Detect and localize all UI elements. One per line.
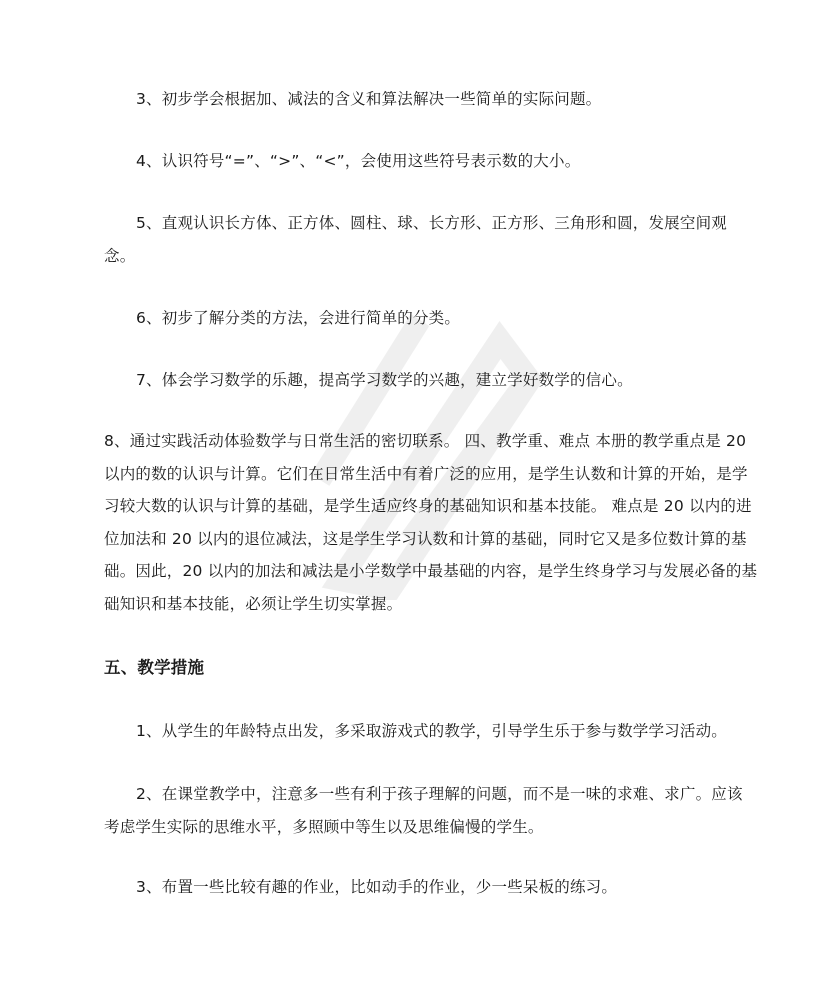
measure-item-2: 2、在课堂教学中，注意多一些有利于孩子理解的问题，而不是一味的求难、求广。应该考虑学生实际的思维水平，多照顾中等生以及思维偏慢的学生。 (104, 785, 743, 836)
section-heading-teaching-measures: 五、教学措施 (104, 658, 205, 677)
goal-item-5: 5、直观认识长方体、正方体、圆柱、球、长方形、正方形、三角形和圆，发展空间观念。 (104, 214, 727, 265)
goal-item-6: 6、初步了解分类的方法，会进行简单的分类。 (136, 309, 461, 327)
goal-item-7: 7、体会学习数学的乐趣，提高学习数学的兴趣，建立学好数学的信心。 (136, 371, 633, 389)
teaching-focus-paragraph: 8、通过实践活动体验数学与日常生活的密切联系。 四、教学重、难点 本册的教学重点是 20 以内的数的认识与计算。它们在日常生活中有着广泛的应用，是学生认数和计算的开始，是学习较大数的认识与计算的基础，是学生适应终身的基础知识和基本技能。 难点是 20 以内的进位加法和 20 以内的退位减法，这是学生学习认数和计算的基础，同时它又是多位数计算的基础。因此，20 以内的加法和减法是小学数学中最基础的内容，是学生终身学习与发展必备的基础知识和基本技能，必须让学生切实掌握。 (104, 432, 758, 613)
goal-item-4: 4、认识符号“=”、“>”、“<”，会使用这些符号表示数的大小。 (136, 152, 581, 170)
measure-item-3: 3、布置一些比较有趣的作业，比如动手的作业，少一些呆板的练习。 (136, 878, 618, 896)
measure-item-1: 1、从学生的年龄特点出发，多采取游戏式的教学，引导学生乐于参与数学学习活动。 (136, 722, 727, 740)
goal-item-3: 3、初步学会根据加、减法的含义和算法解决一些简单的实际问题。 (136, 90, 602, 108)
